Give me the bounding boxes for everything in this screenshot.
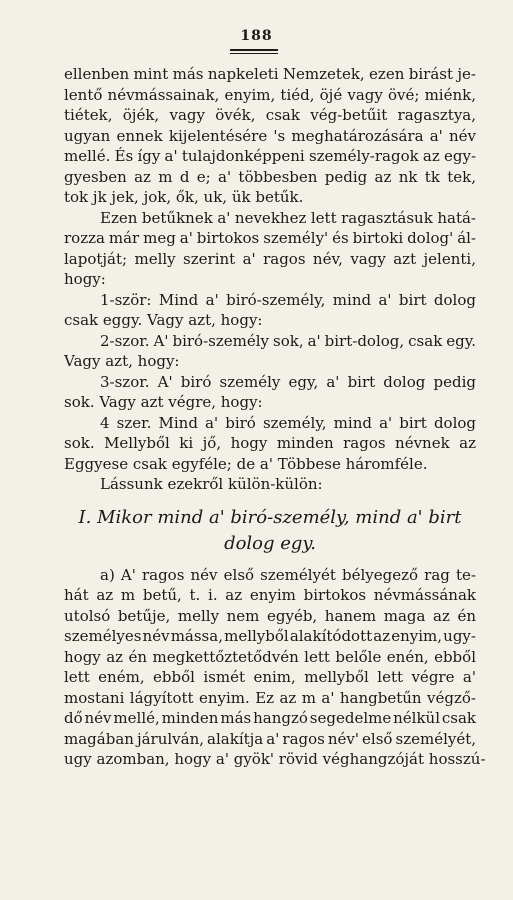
page-number: 188 (240, 28, 273, 44)
heading-line: I. Mikor mind a' biró-személy, mind a' birt (78, 506, 462, 528)
header-rule (230, 49, 278, 54)
paragraph (64, 64, 476, 208)
paragraph (64, 331, 476, 372)
text-line: ugyan ennek kijelentésére 's meghatározására a' név (64, 126, 477, 145)
text-line: ugy azomban, hogy a' gyök' rövid véghangzóját hosszú- (64, 750, 486, 768)
page-body (64, 64, 486, 770)
text-line: tiétek, öjék, vagy övék, csak vég-betűit ragasztya, (64, 106, 477, 124)
text-line: magában járulván, alakítja a' ragos név' első személyét, (64, 729, 477, 748)
section-heading (64, 505, 476, 557)
paragraph (64, 290, 476, 331)
text-line: ellenben mint más napkeleti Nemzetek, ezen birást je- (64, 65, 476, 83)
paragraph (64, 208, 476, 290)
text-line: mellé. És így a' tulajdonképpeni személy-ragok az egy- (64, 147, 477, 165)
text-line: lentő névmássainak, enyim, tiéd, öjé vagy övé; miénk, (64, 85, 476, 104)
text-line: tok jk jek, jok, ők, uk, ük betűk. (64, 188, 304, 206)
text-line: Ezen betűknek a' nevekhez lett ragasztásuk hatá- (100, 208, 476, 227)
paragraph (64, 372, 476, 413)
spacer (64, 557, 476, 565)
text-line: 3-szor. A' biró személy egy, a' birt dolog pedig (100, 372, 476, 391)
text-line: személyes név mássa, mellyből alakítódott az enyim, ugy- (64, 627, 476, 645)
text-line: sok. Vagy azt végre, hogy: (64, 393, 263, 411)
heading-line: dolog egy. (224, 532, 316, 554)
text-line: 2-szor. A' biró-személy sok, a' birt-dolog, csak egy. (100, 331, 477, 350)
text-line: mostani lágyított enyim. Ez az m a' hangbetűn végző- (64, 688, 476, 707)
text-line: hogy az én megkettőztetődvén lett belőle enén, ebből (64, 647, 476, 666)
paragraph (64, 474, 476, 495)
text-line: 1-ször: Mind a' biró-személy, mind a' birt dolog (100, 290, 476, 309)
text-line: lett eném, ebből ismét enim, mellyből lett végre a' (64, 668, 476, 686)
text-line: Vagy azt, hogy: (64, 352, 180, 370)
paragraph (64, 565, 486, 770)
text-line: csak eggy. Vagy azt, hogy: (64, 311, 263, 329)
text-line: hát az m betű, t. i. az enyim birtokos névmássának (64, 586, 476, 604)
text-line: a) A' ragos név első személyét bélyegező rag te- (100, 565, 476, 584)
text-line: dő név mellé, minden más hangzó segedelme nélkül csak (64, 709, 477, 727)
text-line: rozza már meg a' birtokos személy' és birtoki dolog' ál- (64, 229, 477, 247)
text-line: utolsó betűje, melly nem egyéb, hanem maga az én (64, 606, 477, 625)
text-line: Eggyese csak egyféle; de a' Többese háromféle. (64, 454, 428, 473)
text-line: sok. Mellyből ki jő, hogy minden ragos névnek az (64, 434, 476, 452)
text-line: Lássunk ezekről külön-külön: (100, 475, 323, 493)
text-line: lapotját; melly szerint a' ragos név, vagy azt jelenti, (64, 249, 476, 268)
text-line: gyesben az m d e; a' többesben pedig az nk tk tek, (64, 167, 477, 186)
text-line: hogy: (64, 270, 106, 288)
paragraph (64, 413, 476, 475)
text-line: 4 szer. Mind a' biró személy, mind a' birt dolog (100, 413, 477, 432)
